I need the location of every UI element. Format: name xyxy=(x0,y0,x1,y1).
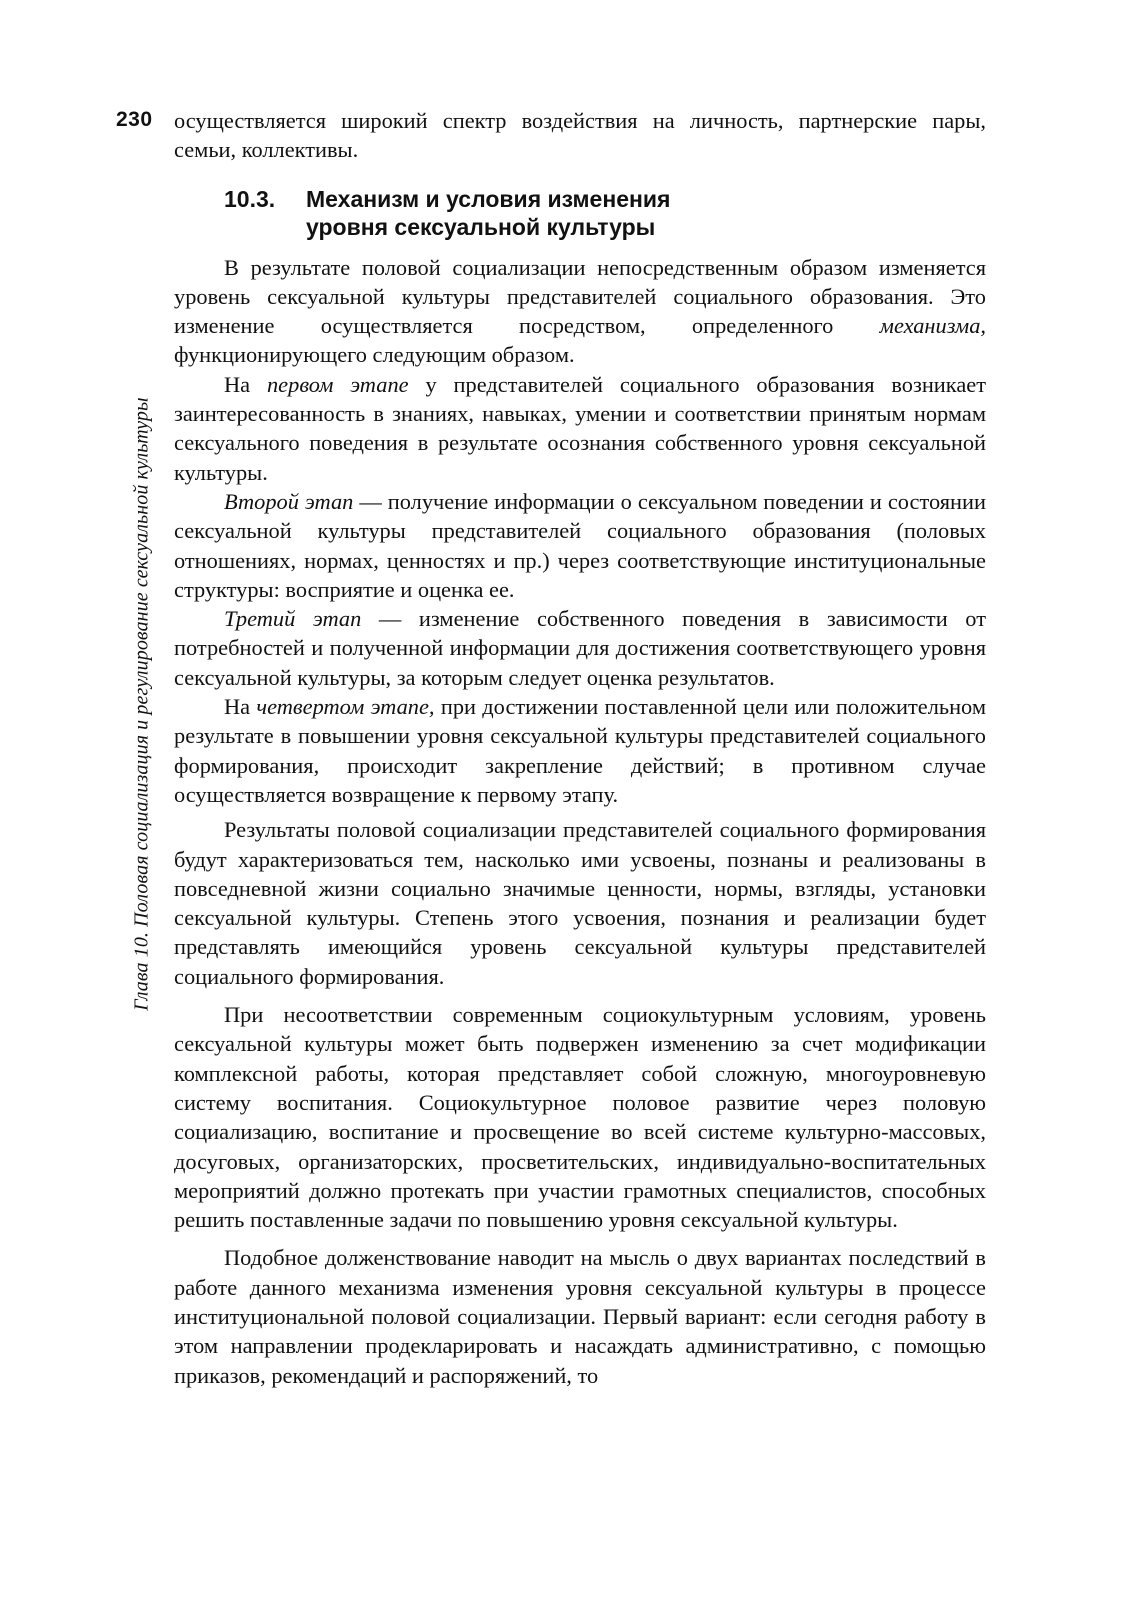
paragraph-6 xyxy=(174,815,986,991)
paragraph-text: при достижении поставленной цели или положительном результате в повышении уровня сексуальной культуры представителей социального формирования, происходит закрепление действий; в противном случае осуществляется возвращение к первому этапу. xyxy=(174,694,986,807)
paragraph-5 xyxy=(174,692,986,809)
text-column xyxy=(174,106,986,1390)
paragraph-7 xyxy=(174,1000,986,1234)
paragraph-8 xyxy=(174,1243,986,1389)
paragraph-text: При несоответствии современным социокультурным условиям, уровень сексуальной культуры может быть подвержен изменению за счет модификации комплексной работы, которая представляет собой сложную, многоуровневую систему воспитания. Социокультурное половое развитие через половую социализацию, воспитание и просвещение во всей системе культурно-массовых, досуговых, организаторских, просветительских, индивидуально-воспитательных мероприятий должно протекать при участии грамотных специалистов, способных решить поставленные задачи по повышению уровня сексуальной культуры. xyxy=(174,1002,986,1233)
paragraph-2 xyxy=(174,370,986,487)
paragraph-text: Подобное долженствование наводит на мысль о двух вариантах последствий в работе данного механизма изменения уровня сексуальной культуры в процессе институциональной половой социализации. Первый вариант: если сегодня работу в этом направлении продекларировать и насаждать административно, с помощью приказов, рекомендаций и распоряжений, то xyxy=(174,1245,986,1388)
paragraph-text: функционирующего следующим образом. xyxy=(174,342,575,368)
paragraph-text: На xyxy=(224,371,267,397)
paragraph-3 xyxy=(174,487,986,604)
paragraph-text: На xyxy=(224,694,257,720)
paragraph-emphasis: Второй этап xyxy=(224,488,354,514)
running-head: Глава 10. Половая социализация и регулирование сексуальной культуры xyxy=(130,397,153,1011)
section-number: 10.3. xyxy=(224,185,276,212)
paragraph-1 xyxy=(174,253,986,370)
paragraph-emphasis: Третий этап xyxy=(224,606,362,632)
paragraph-emphasis: механизма, xyxy=(879,313,986,339)
paragraph-text: — изменение собственного поведения в зависимости от потребностей и полученной информации для достижения соответствующего уровня сексуальной культуры, за которым следует оценка результатов. xyxy=(174,606,986,690)
paragraph-emphasis: четвертом этапе, xyxy=(256,694,435,720)
paragraph-text: В результате половой социализации непосредственным образом изменяется уровень сексуальной культуры представителей социального образования. Это изменение осуществляется посредством, определенного xyxy=(174,254,986,339)
intro-paragraph: осуществляется широкий спектр воздействия на личность, партнерские пары, семьи, коллективы. xyxy=(174,108,986,163)
paragraph-4 xyxy=(174,604,986,692)
paragraph-emphasis: первом этапе xyxy=(266,371,409,397)
paragraph-text: — получение информации о сексуальном поведении и состоянии сексуальной культуры представителей социального образования (половых отношениях, нормах, ценностях и пр.) через соответствующие институциональные структуры: восприятие и оценка ее. xyxy=(174,488,986,602)
paragraph-text: Результаты половой социализации представителей социального формирования будут характеризоваться тем, насколько ими усвоены, познаны и реализованы в повседневной жизни социально значимые ценности, нормы, взгляды, установки сексуальной культуры. Степень этого усвоения, познания и реализации будет представлять имеющийся уровень сексуальной культуры представителей социального формирования. xyxy=(174,817,986,989)
section-heading xyxy=(174,185,986,241)
paragraph-text: у представителей социального образования возникает заинтересованность в знаниях, навыках, умении и соответствии принятым нормам сексуального поведения в результате осознания собственного уровня сексуальной культуры. xyxy=(174,371,986,485)
section-title-line1: Механизм и условия изменения xyxy=(306,185,671,212)
page-number: 230 xyxy=(116,108,153,131)
section-title-line2: уровня сексуальной культуры xyxy=(306,213,656,240)
